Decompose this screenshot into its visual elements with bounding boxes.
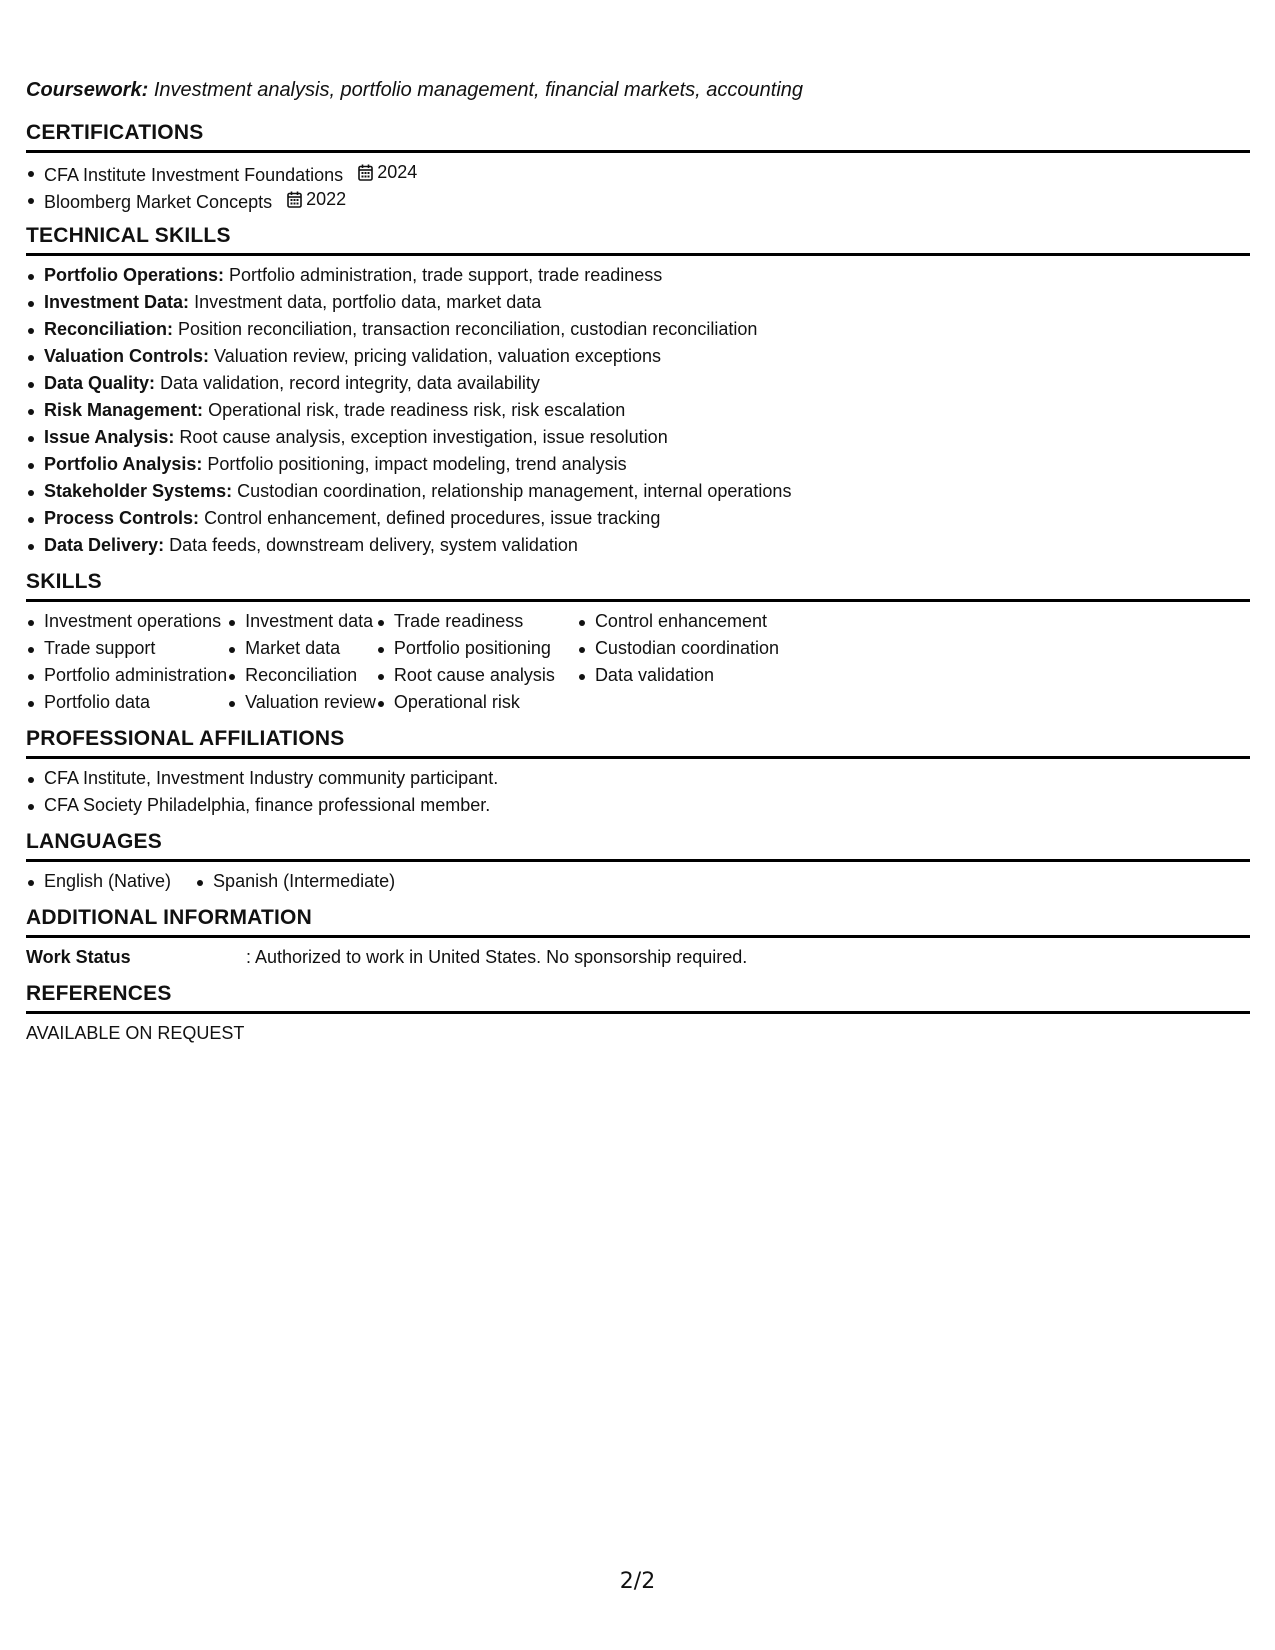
certification-date <box>287 186 346 213</box>
languages-list <box>26 868 1250 895</box>
technical-skill-item <box>26 262 1250 289</box>
technical-skill-item <box>26 424 1250 451</box>
certifications-list <box>26 159 1250 213</box>
calendar-icon <box>287 191 302 208</box>
skill-item: Operational risk <box>376 689 555 716</box>
technical-skill-detail: Control enhancement, defined procedures, issue tracking <box>204 508 661 528</box>
skill-item: Portfolio positioning <box>376 635 555 662</box>
certification-item <box>26 159 1250 186</box>
references-text: AVAILABLE ON REQUEST <box>26 1023 245 1043</box>
affiliations-heading: PROFESSIONAL AFFILIATIONS <box>26 726 1250 759</box>
technical-skill-name: Issue Analysis: <box>44 427 175 447</box>
page-number: 2/2 <box>619 1569 656 1594</box>
technical-skill-item <box>26 316 1250 343</box>
certification-name: CFA Institute Investment Foundations <box>44 165 344 185</box>
technical-skill-name: Valuation Controls: <box>44 346 210 366</box>
skills-grid <box>26 608 1250 716</box>
skill-item: Reconciliation <box>227 662 376 689</box>
skill-item: Control enhancement <box>577 608 779 635</box>
technical-skill-name: Investment Data: <box>44 292 190 312</box>
technical-skill-detail: Position reconciliation, transaction reconciliation, custodian reconciliation <box>178 319 758 339</box>
skills-column <box>26 608 227 716</box>
language-item: English (Native) <box>26 868 171 895</box>
technical-skill-item <box>26 478 1250 505</box>
technical-skill-detail: Investment data, portfolio data, market data <box>194 292 542 312</box>
skill-item: Custodian coordination <box>577 635 779 662</box>
skills-column <box>376 608 555 716</box>
affiliation-item: CFA Institute, Investment Industry community participant. <box>26 765 1250 792</box>
skill-item: Portfolio data <box>26 689 227 716</box>
technical-skill-item <box>26 532 1250 559</box>
technical-skill-name: Data Delivery: <box>44 535 165 555</box>
language-item: Spanish (Intermediate) <box>195 868 395 895</box>
skill-item: Market data <box>227 635 376 662</box>
technical-skill-item <box>26 505 1250 532</box>
technical-skills-section <box>26 223 1250 559</box>
skills-heading: SKILLS <box>26 569 1250 602</box>
skill-item: Data validation <box>577 662 779 689</box>
technical-skill-name: Stakeholder Systems: <box>44 481 233 501</box>
technical-skill-detail: Portfolio administration, trade support, trade readiness <box>229 265 663 285</box>
technical-skill-item <box>26 451 1250 478</box>
skill-item: Root cause analysis <box>376 662 555 689</box>
affiliations-section <box>26 726 1250 819</box>
coursework-line <box>26 76 1250 104</box>
skill-item: Valuation review <box>227 689 376 716</box>
skills-column <box>577 608 779 716</box>
certification-year: 2022 <box>306 189 347 209</box>
skill-item: Trade support <box>26 635 227 662</box>
certification-date <box>358 159 417 186</box>
technical-skill-detail: Root cause analysis, exception investigation, issue resolution <box>179 427 668 447</box>
references-heading: REFERENCES <box>26 981 1250 1014</box>
resume-page <box>26 76 1250 1057</box>
technical-skill-item <box>26 397 1250 424</box>
work-status-value: : Authorized to work in United States. No sponsorship required. <box>246 947 748 967</box>
technical-skill-name: Portfolio Analysis: <box>44 454 203 474</box>
additional-info-heading: ADDITIONAL INFORMATION <box>26 905 1250 938</box>
skill-item: Investment data <box>227 608 376 635</box>
technical-skill-name: Data Quality: <box>44 373 156 393</box>
languages-heading: LANGUAGES <box>26 829 1250 862</box>
technical-skill-name: Portfolio Operations: <box>44 265 224 285</box>
calendar-icon <box>358 164 373 181</box>
skill-item: Investment operations <box>26 608 227 635</box>
certification-name: Bloomberg Market Concepts <box>44 192 273 212</box>
skill-item: Portfolio administration <box>26 662 227 689</box>
technical-skill-detail: Operational risk, trade readiness risk, risk escalation <box>208 400 626 420</box>
certification-year: 2024 <box>377 162 418 182</box>
technical-skill-item <box>26 343 1250 370</box>
affiliation-item: CFA Society Philadelphia, finance professional member. <box>26 792 1250 819</box>
technical-skill-name: Process Controls: <box>44 508 200 528</box>
technical-skills-list <box>26 262 1250 559</box>
technical-skill-detail: Data validation, record integrity, data availability <box>160 373 540 393</box>
technical-skill-detail: Portfolio positioning, impact modeling, trend analysis <box>207 454 627 474</box>
technical-skill-detail: Valuation review, pricing validation, valuation exceptions <box>214 346 661 366</box>
languages-section <box>26 829 1250 895</box>
affiliations-list <box>26 765 1250 819</box>
certification-item <box>26 186 1250 213</box>
skills-column <box>227 608 376 716</box>
coursework-label: Coursework: <box>26 79 149 101</box>
additional-info-section <box>26 905 1250 971</box>
skills-section <box>26 569 1250 716</box>
skill-item: Trade readiness <box>376 608 555 635</box>
coursework-text: Investment analysis, portfolio management, financial markets, accounting <box>153 79 804 101</box>
technical-skill-name: Risk Management: <box>44 400 204 420</box>
technical-skill-detail: Custodian coordination, relationship management, internal operations <box>237 481 792 501</box>
work-status-label: Work Status <box>26 947 131 967</box>
technical-skill-item <box>26 289 1250 316</box>
certifications-section <box>26 120 1250 213</box>
technical-skill-name: Reconciliation: <box>44 319 174 339</box>
certifications-heading: CERTIFICATIONS <box>26 120 1250 153</box>
references-section <box>26 981 1250 1047</box>
work-status-row <box>26 944 1250 971</box>
technical-skill-item <box>26 370 1250 397</box>
technical-skill-detail: Data feeds, downstream delivery, system validation <box>169 535 578 555</box>
technical-skills-heading: TECHNICAL SKILLS <box>26 223 1250 256</box>
